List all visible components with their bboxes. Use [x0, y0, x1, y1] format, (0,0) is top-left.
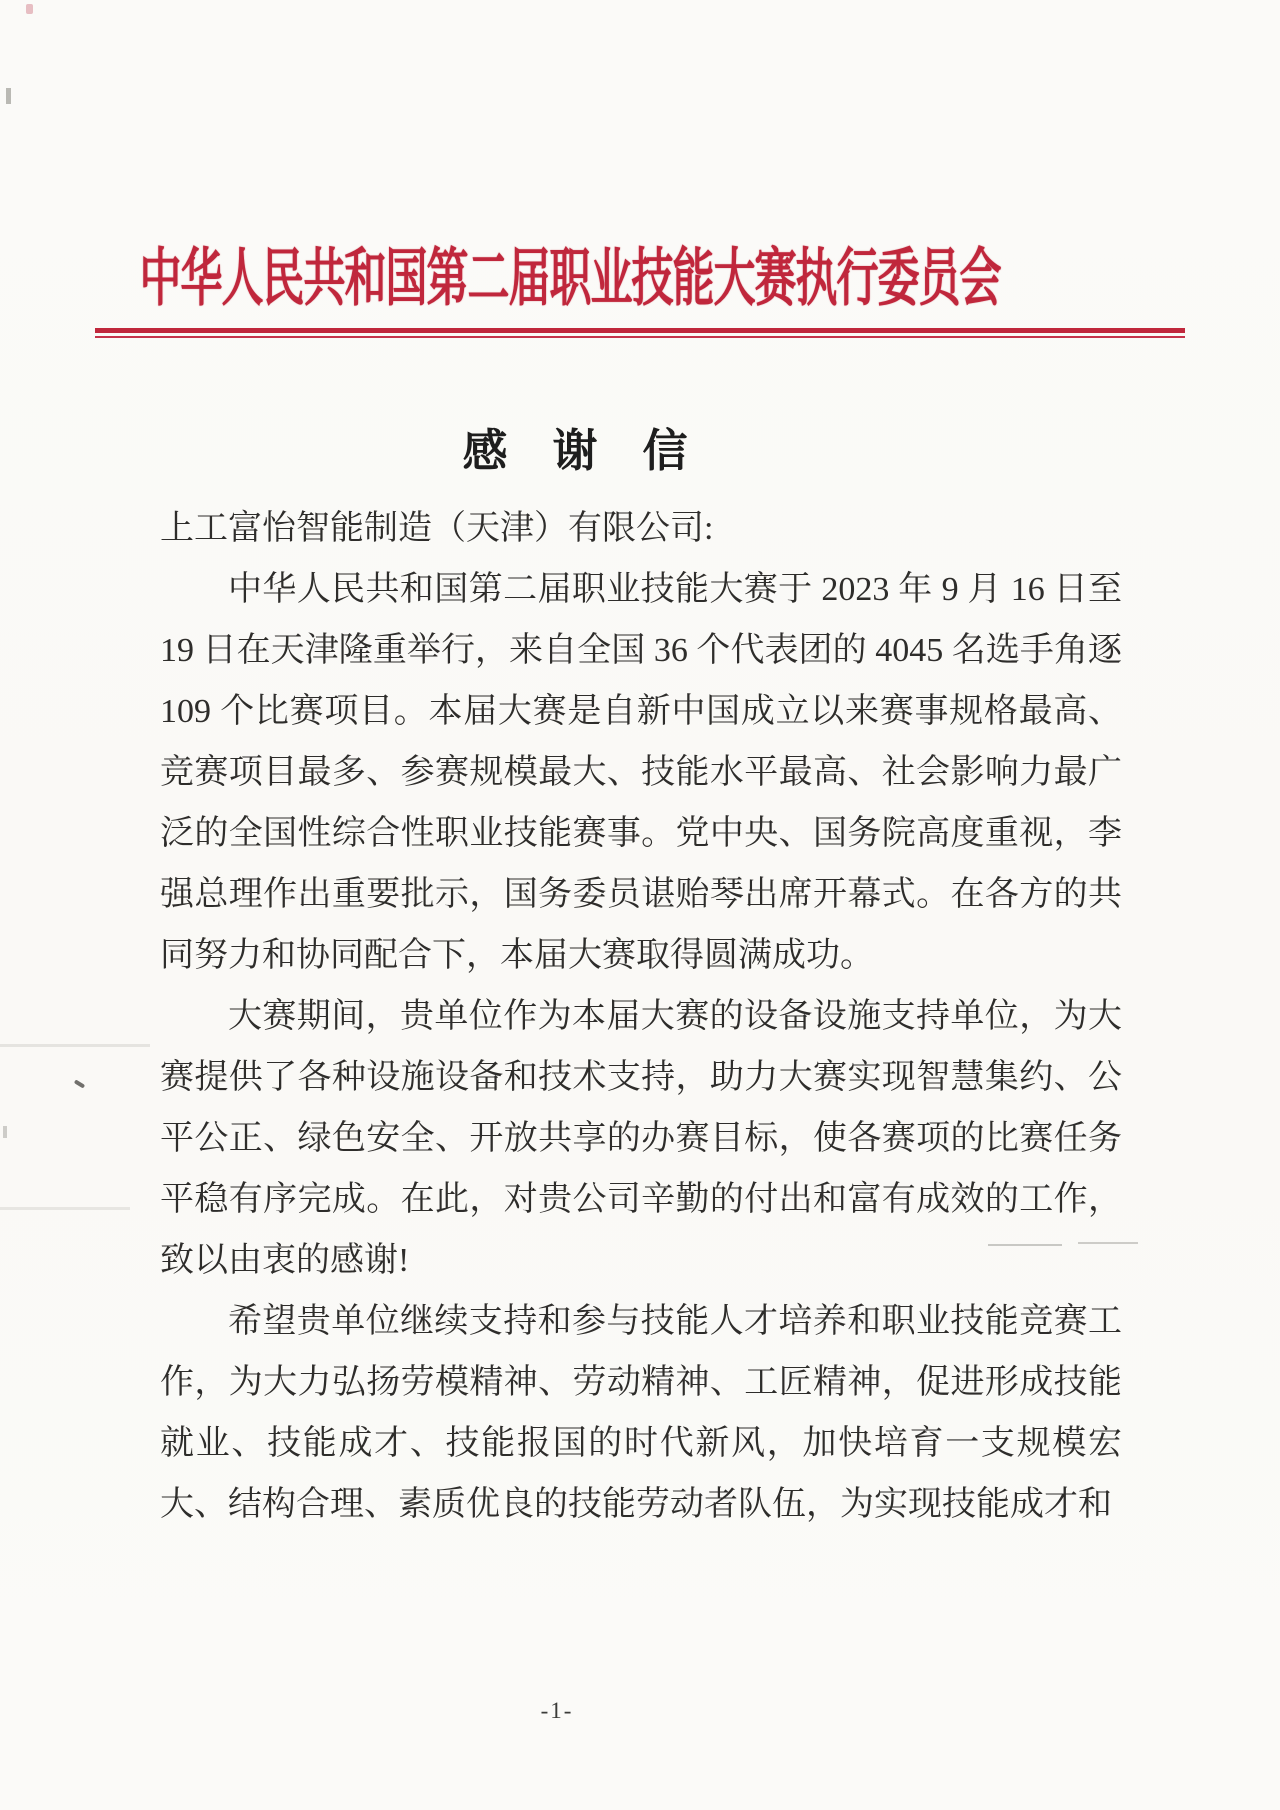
- salutation: 上工富怡智能制造（天津）有限公司:: [160, 510, 714, 547]
- letterhead-title: 中华人民共和国第二届职业技能大赛执行委员会: [139, 245, 1001, 315]
- letter-body: [160, 498, 1122, 1535]
- scan-artifact-streak: [0, 1207, 130, 1210]
- paragraph-1: 中华人民共和国第二届职业技能大赛于 2023 年 9 月 16 日至 19 日在天津隆重举行，来自全国 36 个代表团的 4045 名选手角逐 109 个比赛项目。本届大赛是自新中国成立以来赛事规格最高、竞赛项目最多、参赛规模最大、技能水平最高、社会影响力最广泛的全国性综合性职业技能赛事。党中央、国务院高度重视，李强总理作出重要批示，国务委员谌贻琴出席开幕式。在各方的共同努力和协同配合下，本届大赛取得圆满成功。: [160, 571, 1122, 974]
- letterhead-rule: [95, 328, 1185, 338]
- letter-title: 感 谢 信: [462, 426, 688, 477]
- letterhead-rule-thin: [95, 336, 1185, 338]
- scan-artifact-streak: [0, 1044, 150, 1047]
- page-number: -1-: [540, 1698, 574, 1723]
- scan-artifact-edge-dash: [3, 1126, 7, 1138]
- scan-artifact-edge-dash: [6, 88, 11, 104]
- paragraph-3: 希望贵单位继续支持和参与技能人才培养和职业技能竞赛工作，为大力弘扬劳模精神、劳动精神、工匠精神，促进形成技能就业、技能成才、技能报国的时代新风，加快培育一支规模宏大、结构合理、素质优良的技能劳动者队伍，为实现技能成才和: [160, 1303, 1122, 1523]
- paragraph-2: 大赛期间，贵单位作为本届大赛的设备设施支持单位，为大赛提供了各种设施设备和技术支持，助力大赛实现智慧集约、公平公正、绿色安全、开放共享的办赛目标，使各赛项的比赛任务平稳有序完成。在此，对贵公司辛勤的付出和富有成效的工作，致以由衷的感谢!: [160, 998, 1122, 1279]
- letterhead-rule-thick: [95, 328, 1185, 333]
- scan-artifact-red-speck: [26, 4, 33, 14]
- scan-artifact-ink-tick: [74, 1079, 85, 1088]
